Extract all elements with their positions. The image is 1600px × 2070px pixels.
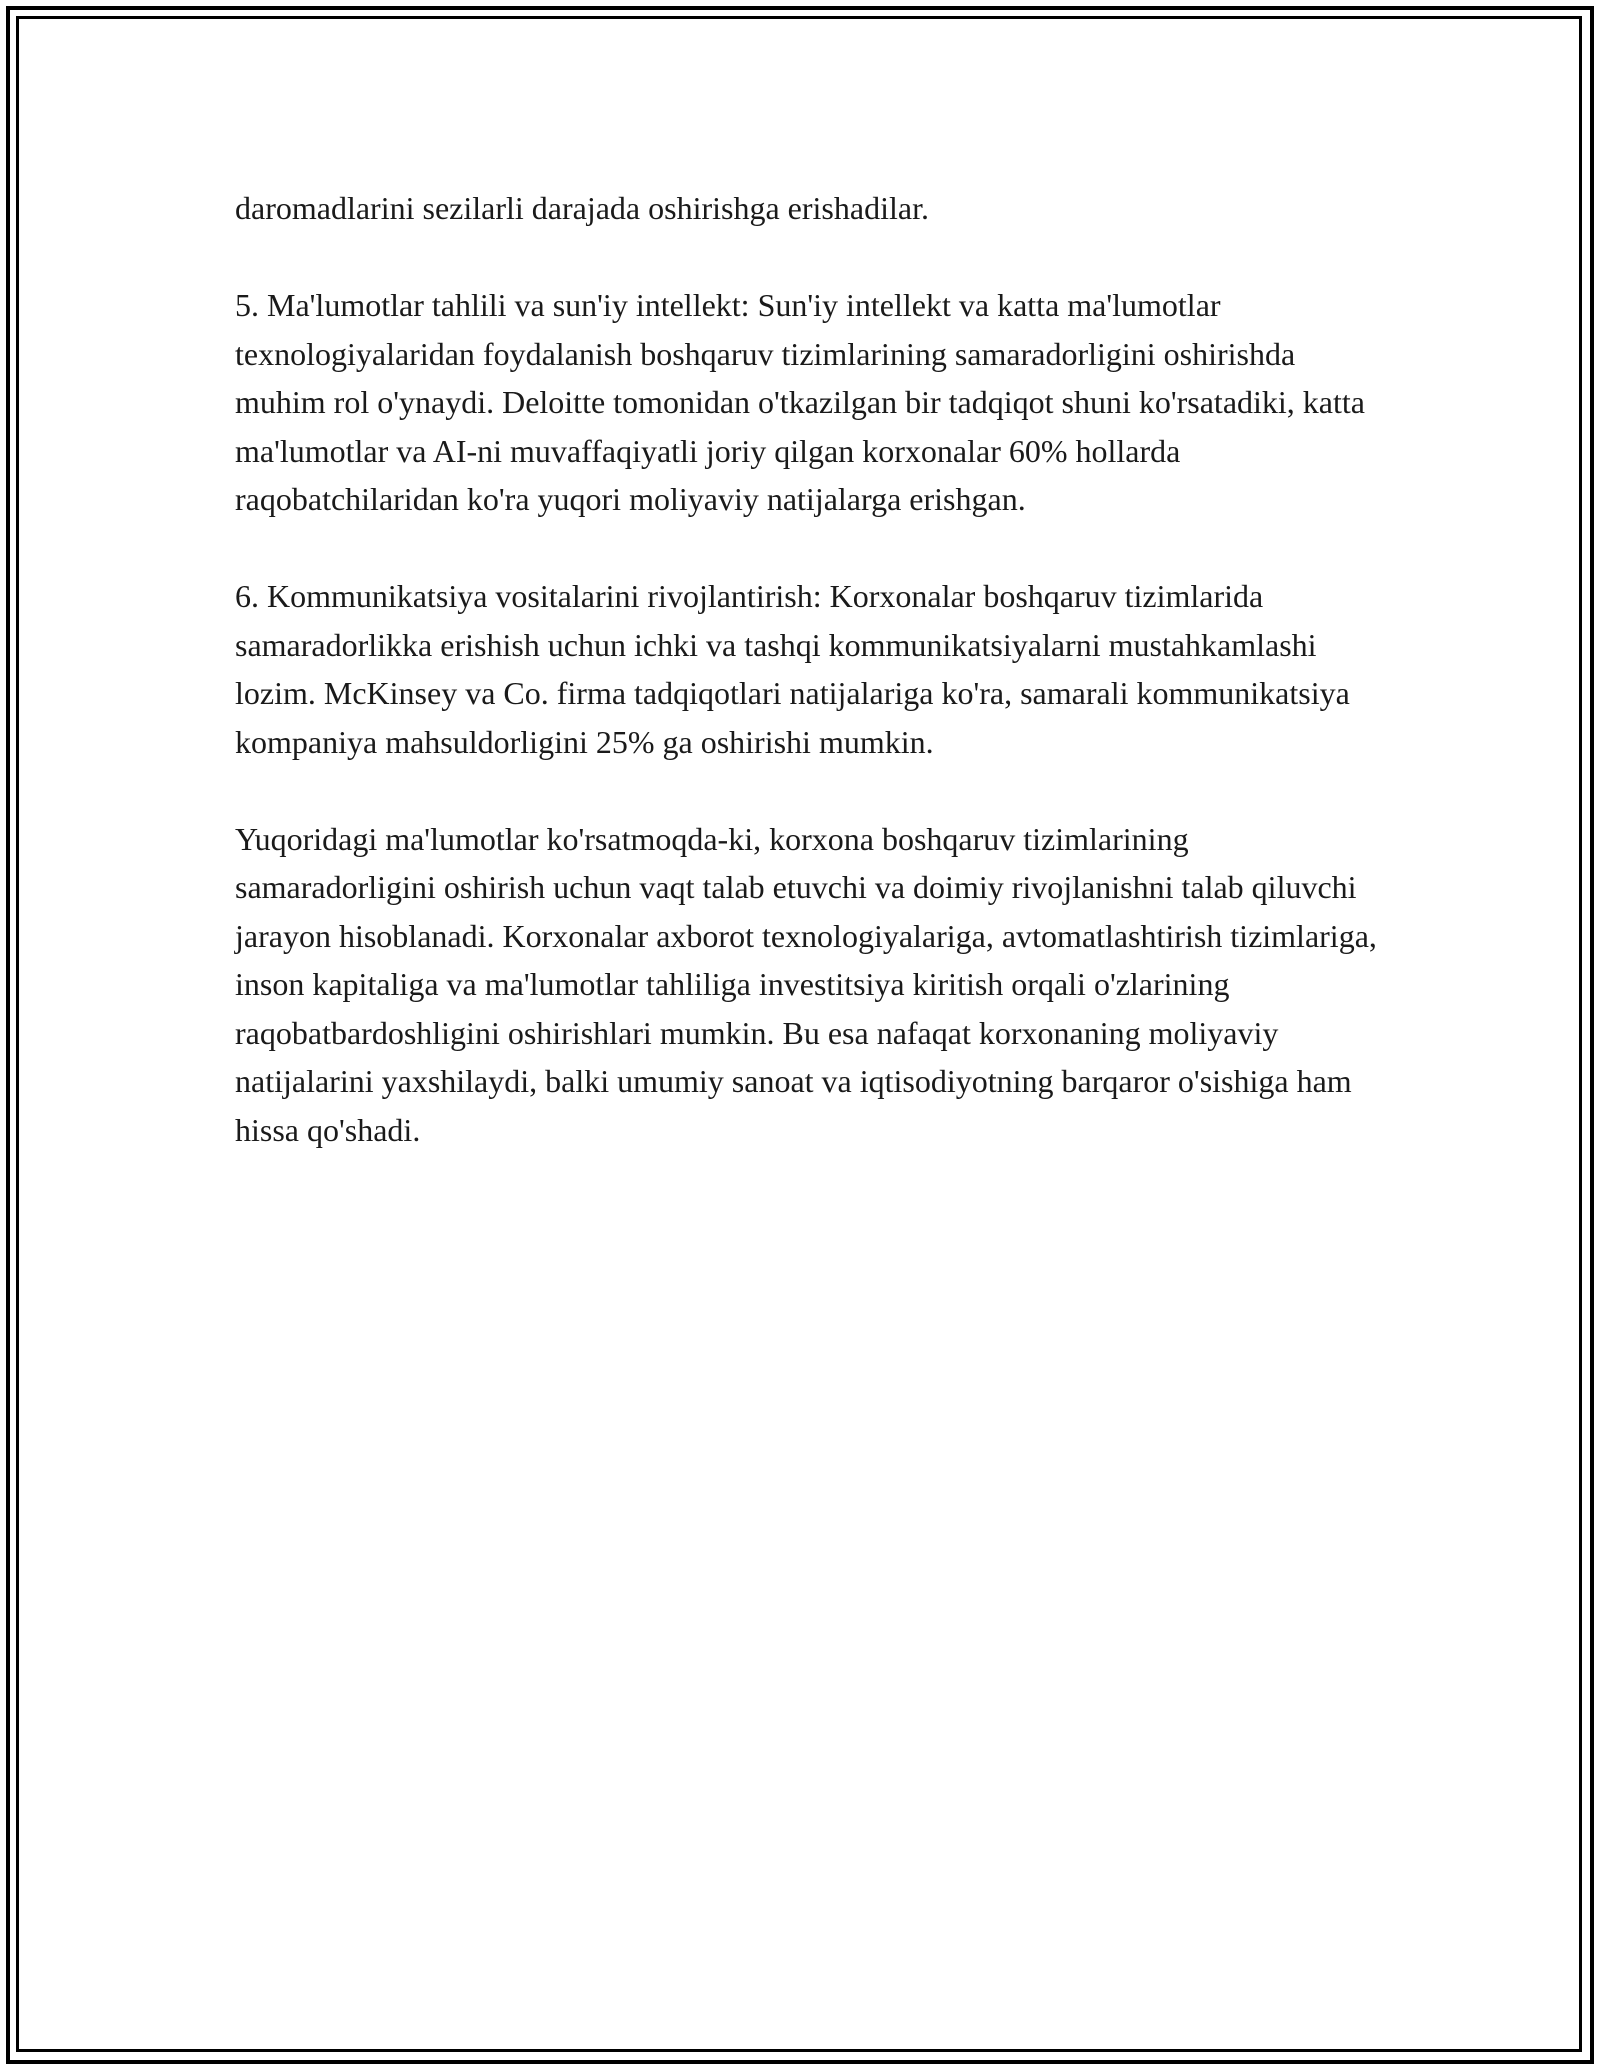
paragraph-continuation: daromadlarini sezilarli darajada oshirishga erishadilar. [235,190,929,226]
document-body [235,184,1385,1203]
paragraph-conclusion: Yuqoridagi ma'lumotlar ko'rsatmoqda-ki, korxona boshqaruv tizimlarining samaradorligini oshirish uchun vaqt talab etuvchi va doimiy rivojlanishni talab qiluvchi jarayon hisoblanadi. Korxonalar axborot texnologiyalariga, avtomatlashtirish tizimlariga, inson kapitaliga va ma'lumotlar tahliliga investitsiya kiritish orqali o'zlarining raqobatbardoshligini oshirishlari mumkin. Bu esa nafaqat korxonaning moliyaviy natijalarini yaxshilaydi, balki umumiy sanoat va iqtisodiyotning barqaror o'sishiga ham hissa qo'shadi. [235,820,1377,1148]
paragraph-item-5: 5. Ma'lumotlar tahlili va sun'iy intellekt: Sun'iy intellekt va katta ma'lumotlar texnologiyalaridan foydalanish boshqaruv tizimlarining samaradorligini oshirishda muhim rol o'ynaydi. Deloitte tomonidan o'tkazilgan bir tadqiqot shuni ko'rsatadiki, katta ma'lumotlar va AI-ni muvaffaqiyatli joriy qilgan korxonalar 60% hollarda raqobatchilaridan ko'ra yuqori moliyaviy natijalarga erishgan. [235,287,1365,517]
paragraph-item-6: 6. Kommunikatsiya vositalarini rivojlantirish: Korxonalar boshqaruv tizimlarida samaradorlikka erishish uchun ichki va tashqi kommunikatsiyalarni mustahkamlashi lozim. McKinsey va Co. firma tadqiqotlari natijalariga ko'ra, samarali kommunikatsiya kompaniya mahsuldorligini 25% ga oshirishi mumkin. [235,578,1350,760]
